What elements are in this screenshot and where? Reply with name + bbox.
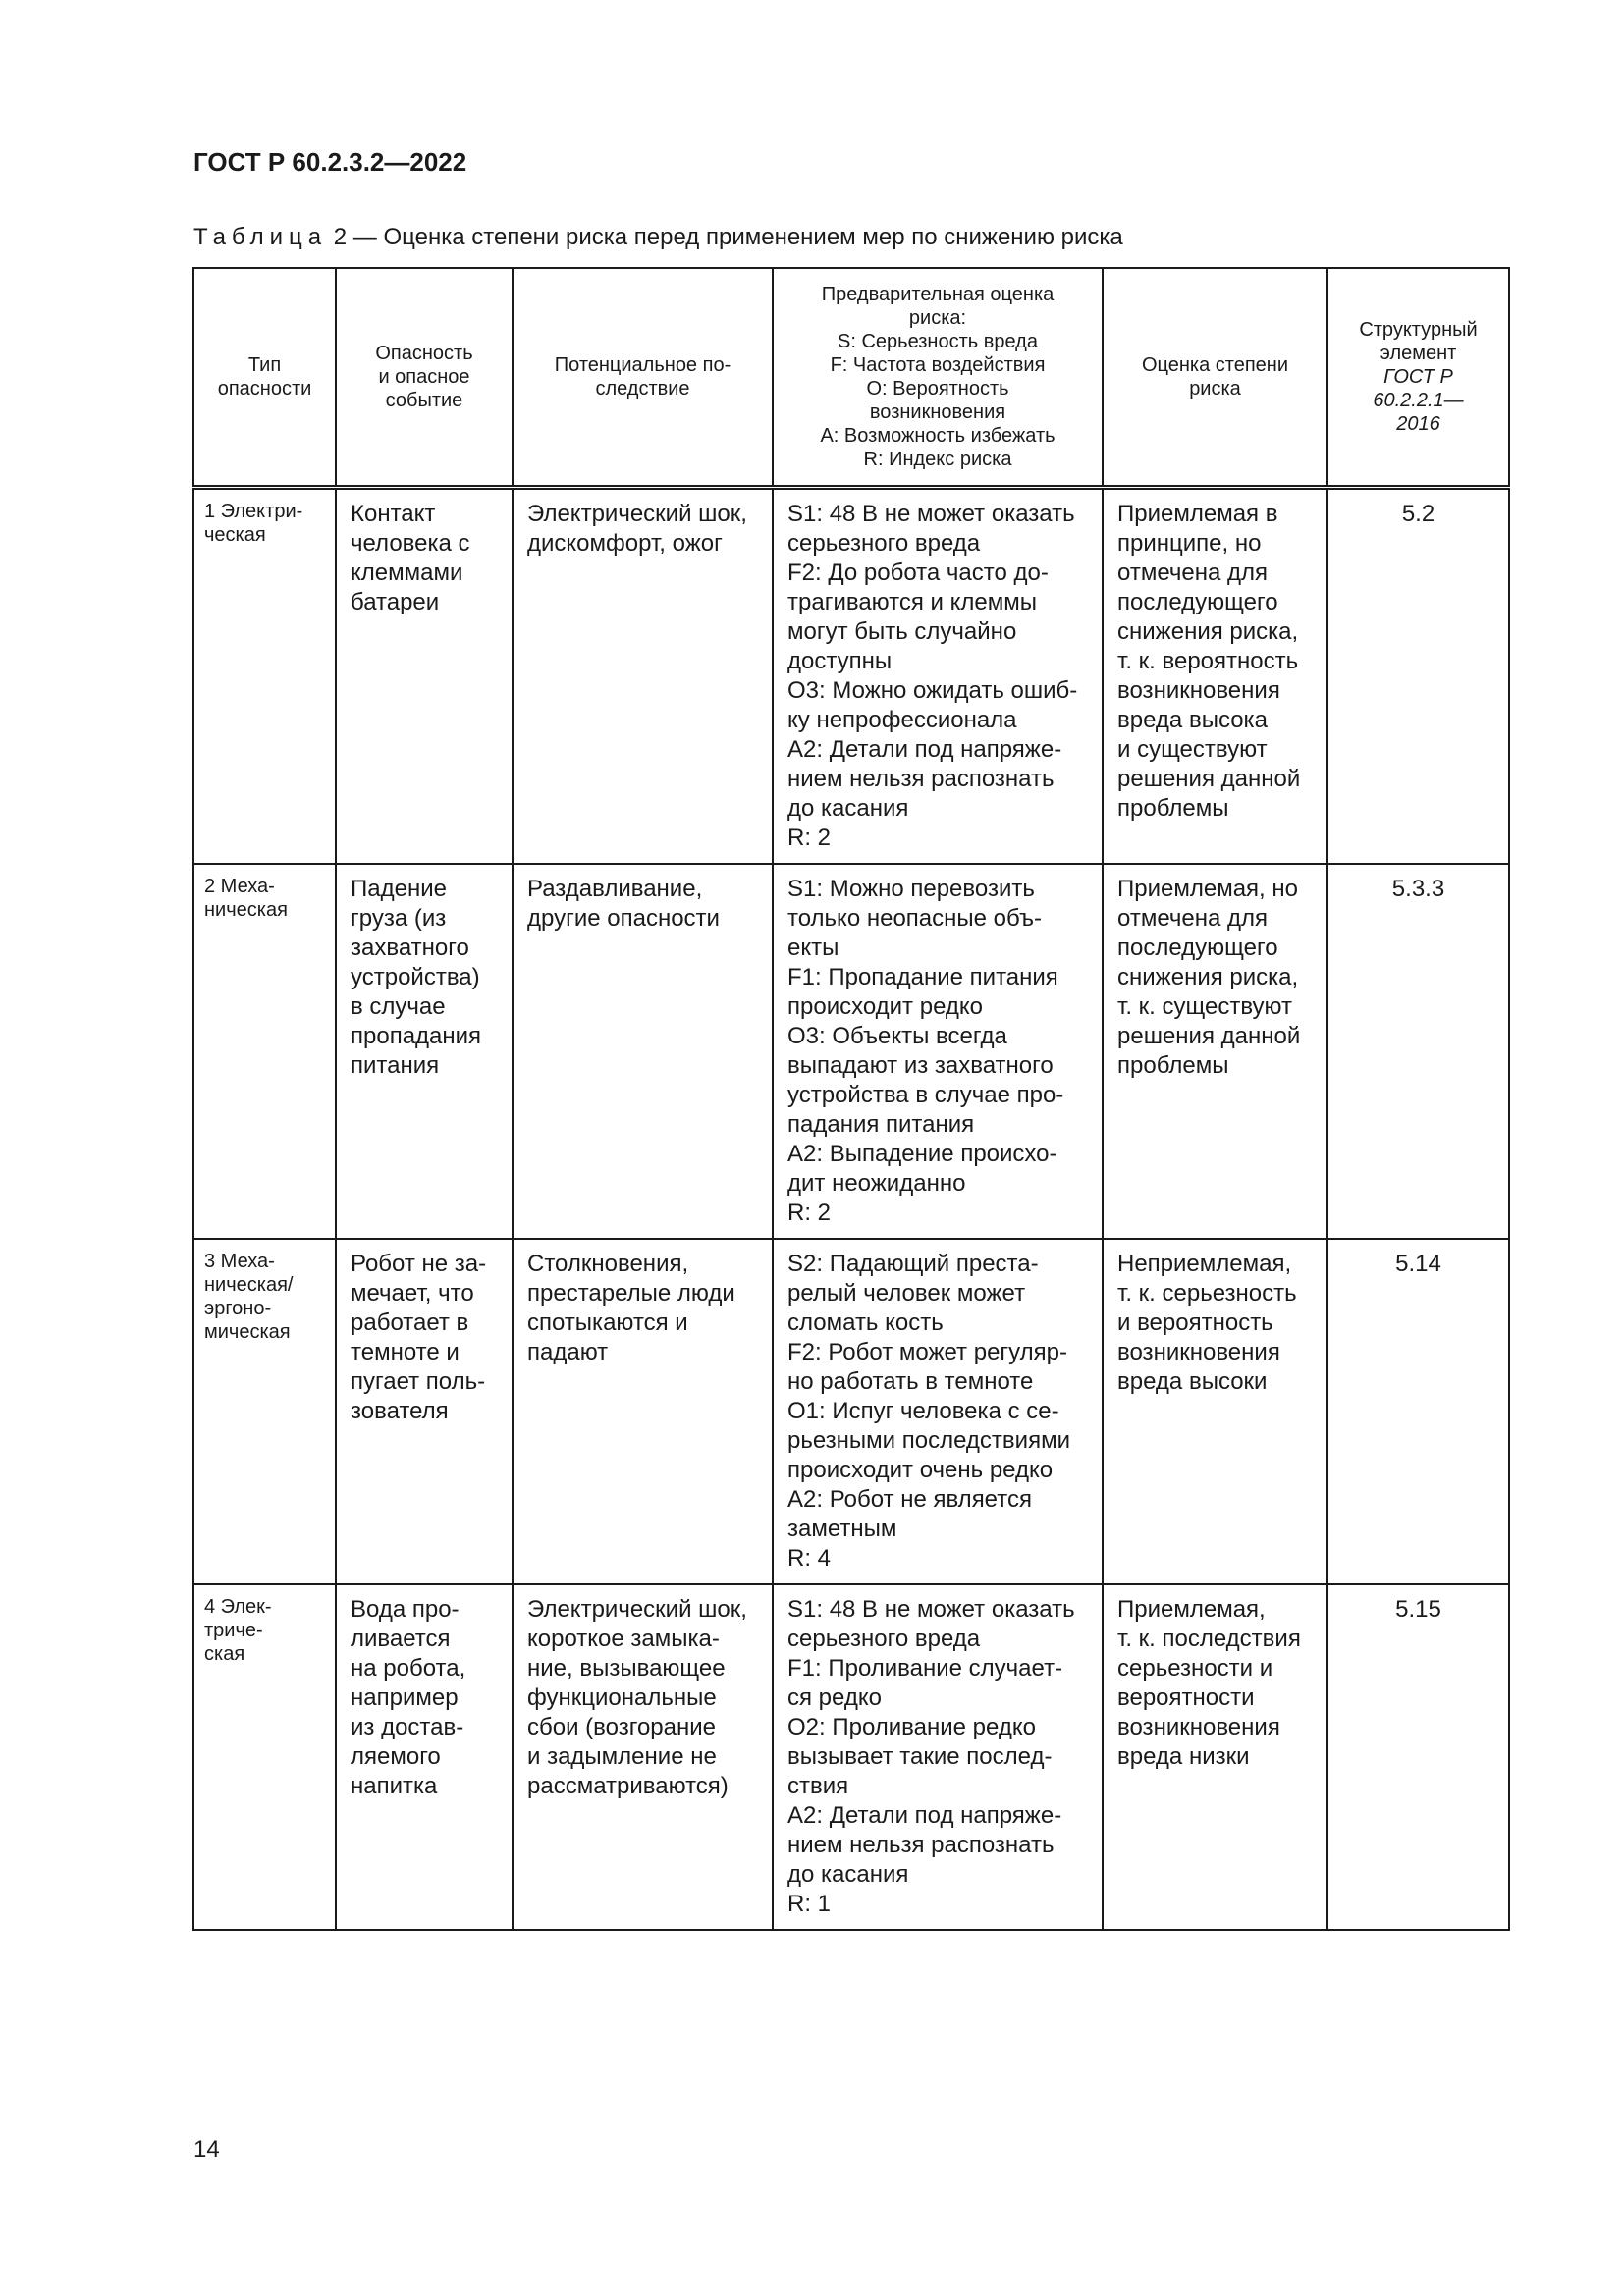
cell-preliminary-assessment: S1: 48 В не может оказать серьезного вреда F1: Проливание случает- ся редко O2: Проливание редко вызывает такие послед- ствия A2: Детали под напряже- нием нельзя распознать до касания R: 1 [773, 1584, 1103, 1930]
table-caption [193, 224, 1123, 251]
cell-consequence: Электрический шок, дискомфорт, ожог [513, 488, 773, 865]
cell-consequence: Столкновения, престарелые люди спотыкаются и падают [513, 1239, 773, 1584]
cell-preliminary-assessment: S1: Можно перевозить только неопасные объ- екты F1: Пропадание питания происходит редко O3: Объекты всегда выпадают из захватного устройства в случае про- падания питания A2: Выпадение происхо- дит неожиданно R: 2 [773, 864, 1103, 1239]
cell-structural-element: 5.15 [1327, 1584, 1509, 1930]
cell-hazard-type: 4 Элек- триче- ская [193, 1584, 336, 1930]
header-risk-assessment: Оценка степени риска [1103, 268, 1327, 488]
cell-structural-element: 5.14 [1327, 1239, 1509, 1584]
cell-risk-assessment: Приемлемая, но отмечена для последующего снижения риска, т. к. существуют решения данной проблемы [1103, 864, 1327, 1239]
header-consequence: Потенциальное по- следствие [513, 268, 773, 488]
caption-text: 2 — Оценка степени риска перед применением мер по снижению риска [327, 224, 1123, 250]
cell-hazard-event: Падение груза (из захватного устройства) в случае пропадания питания [336, 864, 513, 1239]
page-number: 14 [193, 2136, 220, 2163]
cell-hazard-event: Вода про- ливается на робота, например из достав- ляемого напитка [336, 1584, 513, 1930]
cell-hazard-event: Робот не за- мечает, что работает в темноте и пугает поль- зователя [336, 1239, 513, 1584]
cell-hazard-type: 2 Меха- ническая [193, 864, 336, 1239]
cell-risk-assessment: Неприемлемая, т. к. серьезность и вероятность возникновения вреда высоки [1103, 1239, 1327, 1584]
table-row [193, 1239, 1509, 1584]
cell-risk-assessment: Приемлемая в принципе, но отмечена для последующего снижения риска, т. к. вероятность возникновения вреда высока и существуют решения данной проблемы [1103, 488, 1327, 865]
cell-structural-element: 5.2 [1327, 488, 1509, 865]
cell-consequence: Электрический шок, короткое замыка- ние, вызывающее функциональные сбои (возгорание и задымление не рассматриваются) [513, 1584, 773, 1930]
table-row [193, 488, 1509, 865]
table-header-row [193, 268, 1509, 488]
cell-hazard-type: 3 Меха- ническая/ эргоно- мическая [193, 1239, 336, 1584]
caption-prefix: Таблица [193, 224, 328, 250]
header-structural-element: Структурный элемент ГОСТ Р 60.2.2.1— 2016 [1327, 268, 1509, 488]
header-hazard-type: Тип опасности [193, 268, 336, 488]
cell-hazard-event: Контакт человека с клеммами батареи [336, 488, 513, 865]
header-preliminary-assessment: Предварительная оценка риска: S: Серьезность вреда F: Частота воздействия O: Вероятность возникновения A: Возможность избежать R: Индекс риска [773, 268, 1103, 488]
cell-consequence: Раздавливание, другие опасности [513, 864, 773, 1239]
table-row [193, 1584, 1509, 1930]
cell-risk-assessment: Приемлемая, т. к. последствия серьезности и вероятности возникновения вреда низки [1103, 1584, 1327, 1930]
header-hazard-event: Опасность и опасное событие [336, 268, 513, 488]
cell-structural-element: 5.3.3 [1327, 864, 1509, 1239]
cell-hazard-type: 1 Электри- ческая [193, 488, 336, 865]
cell-preliminary-assessment: S1: 48 В не может оказать серьезного вреда F2: До робота часто до- трагиваются и клеммы могут быть случайно доступны O3: Можно ожидать ошиб- ку непрофессионала A2: Детали под напряже- нием нельзя распознать до касания R: 2 [773, 488, 1103, 865]
risk-assessment-table [192, 267, 1510, 1931]
document-code: ГОСТ Р 60.2.3.2—2022 [193, 147, 467, 177]
table-row [193, 864, 1509, 1239]
cell-preliminary-assessment: S2: Падающий преста- релый человек может сломать кость F2: Робот может регуляр- но работать в темноте O1: Испуг человека с се- рьезными последствиями происходит очень редко A2: Робот не является заметным R: 4 [773, 1239, 1103, 1584]
